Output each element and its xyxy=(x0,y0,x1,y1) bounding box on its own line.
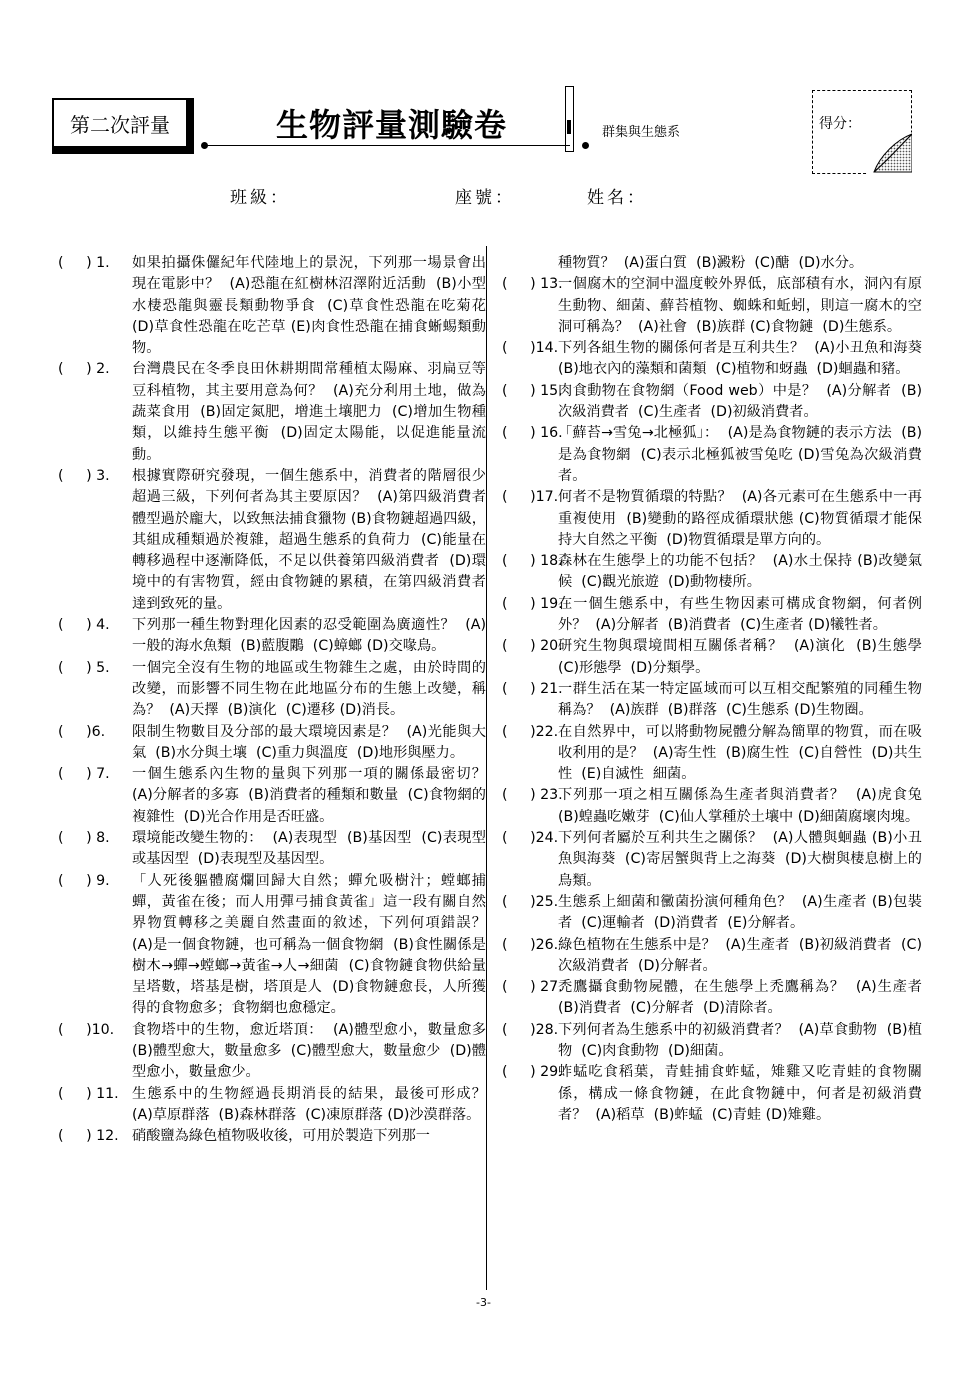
question-text: 一個生態系內生物的量與下列那一項的關係最密切？ (A)分解者的多寡 (B)消費者的種類和數量 (C)食物網的複雜性 (D)光合作用是否旺盛。 xyxy=(132,766,496,825)
question-text: 森林在生態學上的功能不包括？ (A)水土保持 (B)改變氣候 (C)觀光旅遊 (D)動物棲所。 xyxy=(558,553,922,591)
question-item xyxy=(58,615,486,658)
answer-bracket[interactable]: ( ) 4. xyxy=(58,617,110,634)
question-item xyxy=(502,338,932,381)
question-item xyxy=(502,935,922,978)
answer-bracket[interactable]: ( ) 21. xyxy=(502,680,563,697)
page-title: 生物評量測驗卷 xyxy=(276,106,508,144)
question-item xyxy=(502,977,932,1020)
underline-dot-left xyxy=(201,142,208,149)
question-item xyxy=(502,722,922,786)
question-text: 硝酸鹽為綠色植物吸收後，可用於製造下列那一 xyxy=(132,1128,430,1145)
underline-dot-right xyxy=(582,142,589,149)
question-item xyxy=(502,828,922,892)
answer-bracket[interactable]: ( )22. xyxy=(502,723,559,740)
answer-bracket[interactable]: ( ) 15. xyxy=(502,382,563,399)
question-text: 限制生物數目及分部的最大環境因素是？ (A)光能與大氣 (B)水分與土壤 (C)重力與溫度 (D)地形與壓力。 xyxy=(132,723,486,761)
answer-bracket[interactable]: ( ) 8. xyxy=(58,830,110,847)
answer-bracket[interactable]: ( ) 20. xyxy=(502,638,563,655)
page-number: -3- xyxy=(476,1296,491,1309)
question-text: 下列何者屬於互利共生之關係？ (A)人體與蛔蟲 (B)小丑魚與海葵 (C)寄居蟹與背上之海葵 (D)大樹與棲息樹上的鳥類。 xyxy=(558,830,922,889)
answer-bracket[interactable]: ( )6. xyxy=(58,723,106,740)
exam-tag: 第二次評量 xyxy=(52,98,188,148)
question-text: 研究生物與環境間相互關係者稱？ (A)演化 (B)生態學 (C)形態學 (D)分類學。 xyxy=(558,638,932,676)
question-text: 肉食動物在食物網（Food web）中是？ (A)分解者 (B)次級消費者 (C)生產者 (D)初級消費者。 xyxy=(558,382,922,421)
question-text: 一群生活在某一特定區域而可以互相交配繁殖的同種生物稱為？ (A)族群 (B)群落 (C)生態系 (D)生物圈。 xyxy=(558,680,922,719)
question-continuation xyxy=(502,253,922,274)
question-item xyxy=(58,828,486,871)
question-text: 如果拍攝侏儸紀年代陸地上的景況，下列那一場景會出現在電影中？ (A)恐龍在紅樹林沼澤附近活動 (B)小型水棲恐龍與靈長類動物爭食 (C)草食性恐龍在吃菊花 (D)草食性恐龍在吃芒草 (E)肉食性恐龍在捕食蜥蜴類動物。 xyxy=(132,255,496,357)
seat-label: 座號： xyxy=(455,188,515,208)
pillar-mark xyxy=(567,120,571,134)
answer-bracket[interactable]: ( ) 9. xyxy=(58,872,110,889)
answer-bracket[interactable]: ( ) 23. xyxy=(502,787,563,804)
question-text: 台灣農民在冬季良田休耕期間常種植太陽麻、羽扁豆等豆科植物，其主要用意為何？ (A)充分利用土地，做為蔬菜食用 (B)固定氮肥，增進土壤肥力 (C)增加生物種類，以維持生態平衡 (D)固定太陽能，以促進能量流動。 xyxy=(132,361,486,463)
question-text: 禿鷹攝食動物屍體，在生態學上禿鷹稱為？ (A)生產者 (B)消費者 (C)分解者 (D)清除者。 xyxy=(558,979,932,1017)
question-item xyxy=(502,423,922,487)
answer-bracket[interactable]: ( ) 29. xyxy=(502,1064,563,1081)
exam-tag-shadow xyxy=(52,98,194,154)
question-item xyxy=(502,274,922,338)
question-text: 下列何者為生態系中的初級消費者？ (A)草食動物 (B)植物 (C)肉食動物 (D)細菌。 xyxy=(558,1021,922,1059)
question-item xyxy=(58,722,486,765)
answer-bracket[interactable]: ( )25. xyxy=(502,893,559,910)
answer-bracket[interactable]: ( ) 18. xyxy=(502,553,563,570)
title-underline xyxy=(205,145,570,146)
answer-bracket[interactable]: ( ) 27. xyxy=(502,979,563,996)
score-box xyxy=(812,90,912,174)
question-item xyxy=(58,871,496,1020)
question-text: 種物質？ (A)蛋白質 (B)澱粉 (C)醣 (D)水分。 xyxy=(558,255,864,271)
question-text: 下列各組生物的關係何者是互利共生？ (A)小丑魚和海葵 (B)地衣內的藻類和菌類 (C)植物和蚜蟲 (D)蛔蟲和豬。 xyxy=(558,340,932,378)
question-text: 在自然界中，可以將動物屍體分解為簡單的物質，而在吸收利用的是？ (A)寄生性 (B)腐生性 (C)自營性 (D)共生性 (E)自滅性 細菌。 xyxy=(558,723,922,783)
question-item xyxy=(58,1126,486,1147)
question-item xyxy=(58,658,486,722)
question-text: 在一個生態系中，有些生物因素可構成食物網，何者例外？ (A)分解者 (B)消費者 (C)生產者 (D)犧牲者。 xyxy=(558,595,922,634)
question-item xyxy=(502,594,922,637)
answer-bracket[interactable]: ( )28. xyxy=(502,1021,559,1038)
question-item xyxy=(502,636,932,679)
question-text: 生態系中的生物經過長期消長的結果，最後可形成？ (A)草原群落 (B)森林群落 (C)凍原群落 (D)沙漠群落。 xyxy=(132,1085,496,1123)
name-label: 姓名： xyxy=(587,188,647,208)
question-text: 一個腐木的空洞中溫度較外界低，底部積有水，洞內有原生動物、細菌、蘚苔植物、蜘蛛和蚯蚓，則這一腐木的空洞可稱為？ (A)社會 (B)族群 (C)食物鏈 (D)生態系。 xyxy=(558,276,922,335)
answer-bracket[interactable]: ( )24. xyxy=(502,830,559,847)
question-item xyxy=(502,1062,922,1126)
answer-bracket[interactable]: ( )17. xyxy=(502,489,559,506)
question-text: 一個完全沒有生物的地區或生物雜生之處，由於時間的改變，而影響不同生物在此地區分布的生態上改變，稱為？ (A)天擇 (B)演化 (C)遷移 (D)消長。 xyxy=(132,659,486,719)
question-column-left xyxy=(58,253,496,1147)
question-item xyxy=(502,679,922,722)
answer-bracket[interactable]: ( ) 16. xyxy=(502,425,563,442)
question-text: 「蘚苔→雪兔→北極狐」： (A)是為食物鏈的表示方法 (B)是為食物網 (C)表示北極狐被雪兔吃 (D)雪兔為次級消費者。 xyxy=(558,425,922,484)
question-item xyxy=(58,359,486,465)
class-label: 班級： xyxy=(230,188,290,208)
answer-bracket[interactable]: ( ) 13. xyxy=(502,276,563,293)
question-text: 何者不是物質循環的特點？ (A)各元素可在生態系中一再重複使用 (B)變動的路徑成循環狀態 (C)物質循環才能保持大自然之平衡 (D)物質循環是單方向的。 xyxy=(558,489,922,548)
question-item xyxy=(58,764,496,828)
answer-bracket[interactable]: ( ) 3. xyxy=(58,467,110,484)
question-item xyxy=(502,1020,922,1063)
question-column-right xyxy=(502,253,932,1126)
question-text: 環境能改變生物的： (A)表現型 (B)基因型 (C)表現型或基因型 (D)表現型及基因型。 xyxy=(132,830,486,868)
answer-bracket[interactable]: ( ) 5. xyxy=(58,659,110,676)
page-curl-icon xyxy=(866,132,912,174)
answer-bracket[interactable]: ( ) 7. xyxy=(58,766,110,783)
question-text: 根據實際研究發現，一個生態系中，消費者的階層很少超過三級，下列何者為其主要原因？ (A)第四級消費者體型過於龐大，以致無法捕食獵物 (B)食物鏈超過四級，其組成種類過於複雜，超過生態系的負荷力 (C)能量在轉移過程中逐漸降低，不足以供養第四級消費者 (D)環境中的有害物質，經由食物鏈的累積，在第四級消費者達到致死的量。 xyxy=(132,467,486,612)
question-item xyxy=(502,551,922,594)
answer-bracket[interactable]: ( ) 19. xyxy=(502,595,563,612)
question-text: 下列那一項之相互關係為生產者與消費者？ (A)虎食兔 (B)蝗蟲吃嫩芽 (C)仙人掌種於土壤中 (D)細菌腐壞肉塊。 xyxy=(558,787,932,825)
answer-bracket[interactable]: ( ) 1. xyxy=(58,255,110,271)
answer-bracket[interactable]: ( )14. xyxy=(502,340,559,357)
answer-bracket[interactable]: ( ) 2. xyxy=(58,361,110,378)
answer-bracket[interactable]: ( )26. xyxy=(502,936,559,953)
question-text: 下列那一種生物對理化因素的忍受範圍為廣適性？ (A)一般的海水魚類 (B)藍腹鷴 (C)蟑螂 (D)交喙鳥。 xyxy=(132,617,486,655)
answer-bracket[interactable]: ( )10. xyxy=(58,1021,115,1038)
score-label: 得分： xyxy=(819,116,861,132)
question-text: 蚱蜢吃食稻葉，青蛙捕食蚱蜢，雉雞又吃青蛙的食物關係，構成一條食物鏈，在此食物鏈中，何者是初級消費者？ (A)稻草 (B)蚱蜢 (C)青蛙 (D)雉雞。 xyxy=(558,1064,922,1123)
unit-subtitle: 群集與生態系 xyxy=(602,125,681,140)
question-text: 食物塔中的生物，愈近塔頂： (A)體型愈小，數量愈多 (B)體型愈大，數量愈多 (C)體型愈大，數量愈少 (D)體型愈小，數量愈少。 xyxy=(132,1021,496,1081)
question-text: 綠色植物在生態系中是？ (A)生產者 (B)初級消費者 (C)次級消費者 (D)分解者。 xyxy=(558,936,922,974)
answer-bracket[interactable]: ( ) 12. xyxy=(58,1128,119,1145)
question-text: 生態系上細菌和黴菌扮演何種角色？ (A)生產者 (B)包裝者 (C)運輸者 (D)消費者 (E)分解者。 xyxy=(558,893,922,932)
question-item xyxy=(502,785,932,828)
question-item xyxy=(502,487,922,551)
question-item xyxy=(502,892,922,935)
title-pillar-ornament xyxy=(565,86,574,152)
question-item xyxy=(58,253,496,359)
question-item xyxy=(502,381,922,424)
question-item xyxy=(58,1084,496,1127)
answer-bracket[interactable]: ( ) 11. xyxy=(58,1085,119,1102)
question-item xyxy=(58,1020,496,1084)
answer-bracket xyxy=(502,253,558,274)
question-item xyxy=(58,466,486,615)
question-text: 「人死後軀體腐爛回歸大自然；蟬允吸樹汁；螳螂捕蟬，黃雀在後；而人用彈弓捕食黃雀」這一段有關自然界物質轉移之美麗自然畫面的敘述，下列何項錯誤？ (A)是一個食物鏈，也可稱為一個食物網 (B)食性關係是樹木→蟬→螳螂→黃雀→人→細菌 (C)食物鏈食物供給量呈塔數，塔基是樹，塔頂是人 (D)食物鏈愈長，人所獲得的食物愈多；食物網也愈穩定。 xyxy=(132,872,496,1017)
